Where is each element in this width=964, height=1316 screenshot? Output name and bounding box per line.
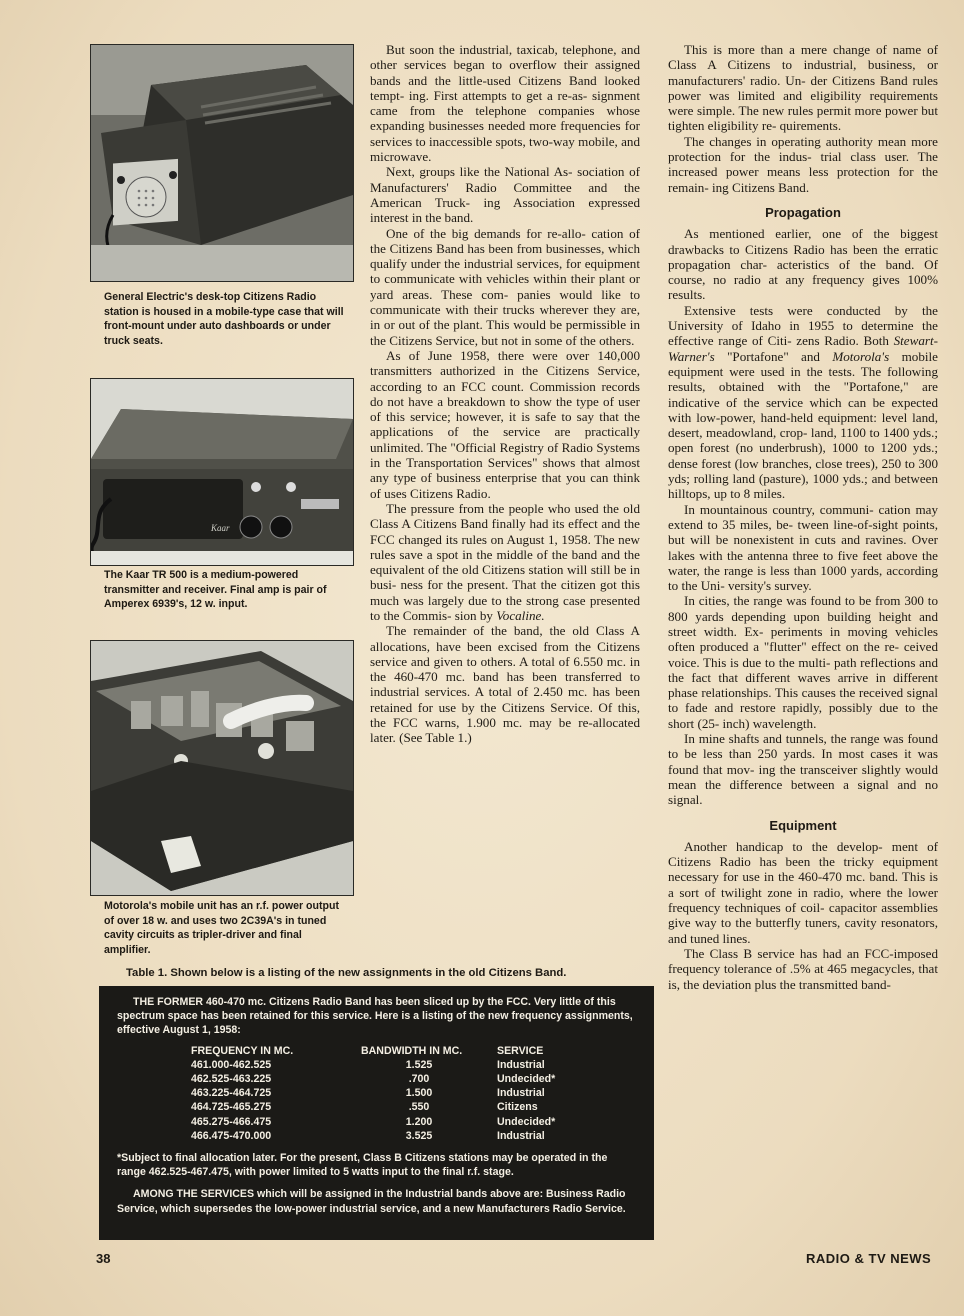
table-footnote: *Subject to final allocation later. For the present, Class B Citizens stations may be operated in the range 462.525-467.475, with power limited to 5 watts input to the final r.f. stage. — [117, 1152, 608, 1179]
table-row — [191, 1072, 638, 1086]
service-cell: Undecided* — [497, 1073, 556, 1086]
stewart-warner-reference: Stewart-Warner's — [668, 333, 938, 364]
frequency-assignment-table — [99, 986, 654, 1240]
article-paragraph: The changes in operating authority mean more protection for the indus- trial class user. The increased power means less protection for the remain- ing Citizens Band. — [668, 133, 938, 195]
frequency-cell: 461.000-462.525 — [191, 1058, 272, 1071]
article-paragraph: As mentioned earlier, one of the biggest drawbacks to Citizens Radio has been the erratic propagation char- acteristics of the band. Of course, no radio at any frequency gives 100% results. — [668, 226, 938, 303]
propagation-heading: Propagation — [765, 204, 841, 220]
equipment-heading: Equipment — [769, 817, 837, 833]
column-header-bandwidth: BANDWIDTH IN MC. — [361, 1044, 463, 1057]
article-paragraph: The Class B service has had an FCC-imposed frequency tolerance of .5% at 465 megacycles, that is, the deviation plus the transmitted band- — [668, 945, 938, 992]
frequency-cell: 462.525-463.225 — [191, 1073, 272, 1086]
article-paragraph: In mine shafts and tunnels, the range was found to be less than 250 yards. In most cases it was found that mov- ing the transceiver slightly would mean the difference between a signal and no signal. — [668, 731, 938, 808]
motorola-reference: Motorola's — [832, 348, 890, 364]
article-paragraph — [370, 501, 640, 623]
table-intro: THE FORMER 460-470 mc. Citizens Radio Band has been sliced up by the FCC. Very little of this spectrum space has been retained for this service. Here is a listing of the new frequency assignments, effective August 1, 1958: — [117, 996, 633, 1037]
table-caption: Table 1. Shown below is a listing of the new assignments in the old Citizens Band. — [126, 967, 567, 979]
table-header-row — [191, 1044, 638, 1058]
assignment-grid — [191, 1044, 638, 1143]
article-text: The pressure from the people who used the old Class A Citizens Band finally had its effect and the FCC changed its rules on August 1, 1958. The new rules save a spot in the middle of the band and the equivalent of the old Citizens station will still be in busi- ness for the present. That the citizen got this much was largely due to the strong case presented to the Commis- sion by — [370, 500, 640, 623]
article-text: mobile equipment were used in the tests. The following results, obtained with the "Portafone," are indicative of the service which can be expected with low-power, hand-held equipment: level land, desert, meadowland, crop- land, 1100 to 1400 yds.; open forest (no underbrush), 1000 to 1200 yds.; dense forest (low branches, close trees), 250 to 300 yds; rolling land (pasture), 1000 yds.; and between hilltops, up to 8 miles. — [668, 348, 938, 502]
frequency-cell: 463.225-464.725 — [191, 1087, 272, 1100]
article-paragraph: One of the big demands for re-allo- cation of the Citizens Band has been from businesses, which qualify under the industrial services, for equipment to communicate with vehicles within their plant or yard areas. These com- panies would like to communicate with their trucks wherever they are, in or out of the plant. This would be permissible in the Citizens Service, but not in some of the others. — [370, 225, 640, 348]
column-header-frequency: FREQUENCY IN MC. — [191, 1044, 294, 1057]
services-note: AMONG THE SERVICES which will be assigned in the Industrial bands above are: Business Radio Service, which supersedes the low-power industrial service, and a new Manufacturers Radio Service. — [117, 1188, 626, 1215]
article-paragraph: Another handicap to the develop- ment of Citizens Radio has been the tricky equipment necessary for use in the 460-470 mc. band. This is a sort of twilight zone in radio, where the lower frequency techniques of coil- capacitor assemblies give way to the butterfly tuners, cavity resonators, and tuned lines. — [668, 838, 938, 946]
service-cell: Undecided* — [497, 1115, 556, 1128]
magazine-name: RADIO & TV NEWS — [806, 1251, 932, 1266]
article-text: "Portafone" and — [727, 348, 820, 364]
motorola-unit-photo — [90, 640, 354, 896]
service-cell: Industrial — [497, 1087, 545, 1100]
article-paragraph: In cities, the range was found to be from 300 to 800 yards depending upon building height and street width. Ex- periments in moving vehicles often produced a "flutter" effect on the re- ceived voice. This is due to the multi- path reflections and the fact that different waves arrive in different phase relationships. This causes the received signal to fade and restore rapidly, possibly due to the short (25- inch) wavelength. — [668, 593, 938, 731]
kaar-tr500-photo — [90, 378, 354, 566]
frequency-cell: 464.725-465.275 — [191, 1101, 272, 1114]
article-middle-column — [370, 42, 640, 746]
article-right-column — [668, 42, 938, 992]
motorola-unit-caption: Motorola's mobile unit has an r.f. power output of over 18 w. and uses two 2C39A's in tuned cavity circuits as tripler-driver and final amplifier. — [104, 900, 339, 956]
vocaline-reference: Vocaline. — [496, 607, 545, 623]
article-paragraph — [668, 303, 938, 502]
table-row — [191, 1115, 638, 1129]
article-paragraph: As of June 1958, there were over 140,000 transmitters authorized in the Citizens Service, according to an FCC count. Commission records do not have a breakdown to show the type of user of this service; however, it is safe to say that the applications of the service are practically unlimited. The "Official Registry of Radio Systems in the Transportation Services" shows that almost any type of business enterprise that you can think of uses Citizens Radio. — [370, 347, 640, 501]
bandwidth-cell: 1.525 — [405, 1058, 433, 1071]
ge-radio-photo — [90, 44, 354, 282]
page-number: 38 — [96, 1251, 111, 1266]
service-cell: Industrial — [497, 1058, 545, 1071]
service-cell: Industrial — [497, 1129, 545, 1142]
ge-radio-caption: General Electric's desk-top Citizens Radio station is housed in a mobile-type case that will front-mount under auto dashboards or under truck seats. — [104, 291, 344, 347]
article-paragraph: In mountainous country, communi- cation may extend to 35 miles, be- tween line-of-sight points, but will be nonexistent in cuts and ravines. Over lakes with the antenna three to five feet above the water, the range is less than 1000 yards, according to the Uni- versity's survey. — [668, 501, 938, 594]
table-row — [191, 1129, 638, 1143]
kaar-panel-label: Kaar — [211, 523, 230, 533]
article-paragraph: But soon the industrial, taxicab, telephone, and other services began to overflow their assigned bands and the little-used Citizens Band looked tempt- ing. First attempts to get a re-as- signment came from the telephone companies whose expanding businesses needed more frequencies for services to inaccessible spots, two-way mobile, and microwave. — [370, 42, 640, 165]
article-paragraph: The remainder of the band, the old Class A allocations, have been excised from the Citizens service and given to others. A total of 6.550 mc. in the 460-470 mc. band has been transferred to industrial services. A total of 2.450 mc. has been retained for use by the Citizens Service. Of this, the FCC warns, 1.900 mc. may be re-allocated later. (See Table 1.) — [370, 623, 640, 746]
table-row — [191, 1058, 638, 1072]
table-row — [191, 1086, 638, 1100]
bandwidth-cell: 1.200 — [405, 1115, 433, 1128]
frequency-cell: 466.475-470.000 — [191, 1129, 272, 1142]
bandwidth-cell: .700 — [408, 1073, 430, 1086]
bandwidth-cell: 1.500 — [405, 1087, 433, 1100]
bandwidth-cell: .550 — [408, 1101, 430, 1114]
article-paragraph: This is more than a mere change of name of Class A Citizens to industrial, business, or manufacturers' radio. Un- der Citizens Band rules power was limited and eligibility requirements were simple. The new rules permit more power but tighten eligibility re- quirements. — [668, 42, 938, 134]
column-header-service: SERVICE — [497, 1044, 544, 1057]
article-paragraph: Next, groups like the National As- sociation of Manufacturers' Radio Committee and the American Truck- ing Association expressed interest in the band. — [370, 164, 640, 226]
table-row — [191, 1100, 638, 1114]
frequency-cell: 465.275-466.475 — [191, 1115, 272, 1128]
kaar-tr500-caption: The Kaar TR 500 is a medium-powered transmitter and receiver. Final amp is pair of Amperex 6939's, 12 w. input. — [104, 569, 327, 610]
bandwidth-cell: 3.525 — [405, 1129, 433, 1142]
service-cell: Citizens — [497, 1101, 538, 1114]
article-text: Extensive tests were conducted by the University of Idaho in 1955 to determine the effective range of Citi- zens Radio. Both — [668, 302, 938, 349]
